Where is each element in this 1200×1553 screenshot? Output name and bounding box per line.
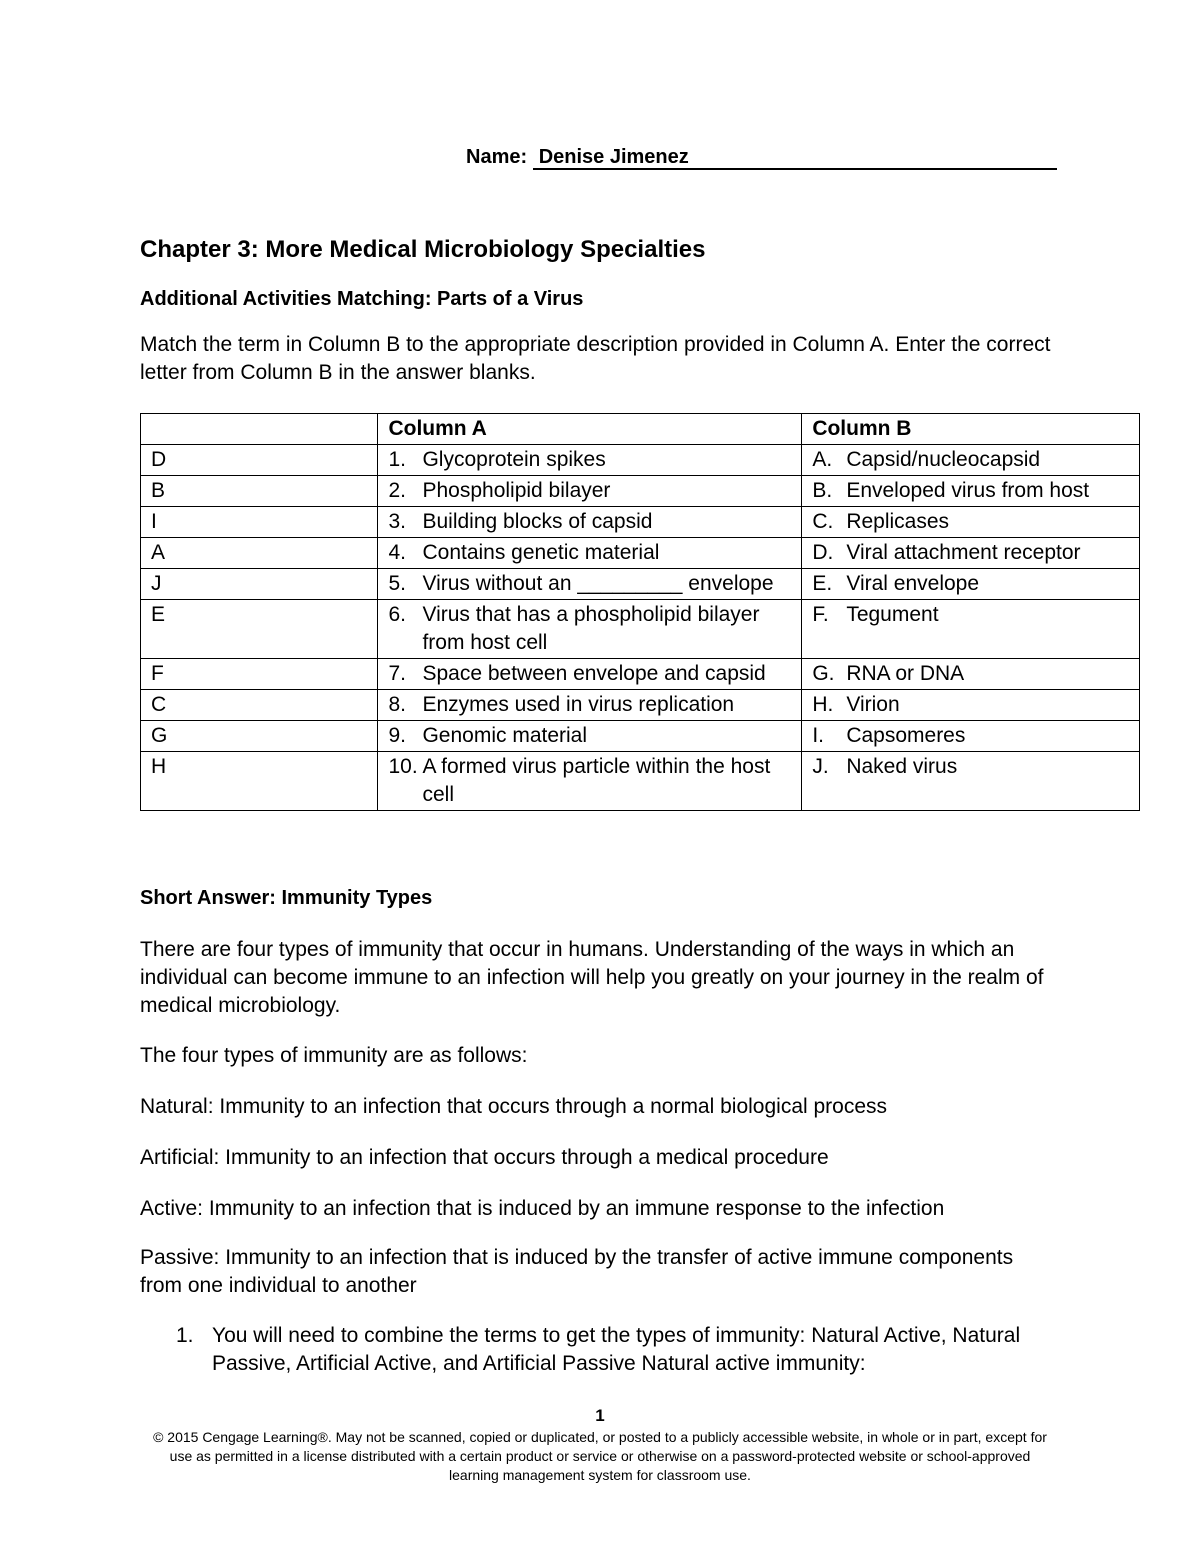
column-a-description: Building blocks of capsid [422,510,653,533]
column-a-cell [378,569,802,600]
column-b-cell [802,721,1140,752]
column-a-cell [378,752,802,811]
question-1-number: 1. [176,1324,194,1347]
column-b-item [812,508,1131,536]
column-b-letter: I. [812,724,824,747]
column-b-term: Tegument [846,603,939,626]
answer-cell: B [141,476,378,507]
column-a-item [388,753,793,809]
answer-header-cell [141,414,378,445]
answer-cell: I [141,507,378,538]
answer-cell: D [141,445,378,476]
column-a-number: 1. [388,448,406,471]
column-b-letter: B. [812,479,833,502]
page-number: 1 [595,1406,605,1425]
column-a-number: 5. [388,572,406,595]
column-a-item [388,660,793,688]
column-b-letter: D. [812,541,834,564]
short-answer-heading: Short Answer: Immunity Types [140,887,433,909]
column-b-cell [802,445,1140,476]
column-b-item [812,570,1131,598]
column-a-cell [378,507,802,538]
column-a-item [388,722,793,750]
column-a-description: Contains genetic material [422,541,660,564]
column-a-cell [378,445,802,476]
matching-heading: Additional Activities Matching: Parts of a Virus [140,288,584,310]
column-a-item [388,508,793,536]
column-b-term: Virion [846,693,900,716]
column-a-description: Virus without an _________ envelope [422,572,774,595]
matching-table [140,413,1140,811]
table-row [141,752,1140,811]
answer-cell: J [141,569,378,600]
table-row [141,721,1140,752]
column-b-item [812,722,1131,750]
column-b-item [812,446,1131,474]
question-1-text: You will need to combine the terms to get the types of immunity: Natural Active, Natural Passive, Artificial Active, and Artificial Passive Natural active immunity: [212,1324,1021,1375]
column-b-cell [802,569,1140,600]
answer-cell: G [141,721,378,752]
column-a-header: Column A [378,414,802,445]
column-b-cell [802,507,1140,538]
name-label: Name: [466,146,528,168]
column-a-description: Genomic material [422,724,588,747]
column-a-cell [378,690,802,721]
column-b-term: Viral envelope [846,572,980,595]
column-a-number: 4. [388,541,406,564]
column-a-number: 3. [388,510,406,533]
column-a-cell [378,538,802,569]
table-row [141,569,1140,600]
column-a-item [388,570,793,598]
chapter-title: Chapter 3: More Medical Microbiology Specialties [140,236,706,263]
column-a-description: Enzymes used in virus replication [422,693,735,716]
table-row [141,476,1140,507]
column-b-term: Enveloped virus from host [846,479,1090,502]
immunity-list-intro: The four types of immunity are as follows: [140,1044,528,1067]
answer-cell: H [141,752,378,811]
name-line [466,146,1057,170]
table-row [141,445,1140,476]
column-b-item [812,753,1131,781]
column-b-header: Column B [802,414,1140,445]
column-a-description: Space between envelope and capsid [422,662,766,685]
column-a-number: 8. [388,693,406,716]
column-b-term: Capsid/nucleocapsid [846,448,1041,471]
column-b-letter: E. [812,572,833,595]
column-b-cell [802,690,1140,721]
column-a-cell [378,721,802,752]
column-a-item [388,446,793,474]
answer-cell: A [141,538,378,569]
column-b-cell [802,476,1140,507]
table-row [141,538,1140,569]
column-a-cell [378,659,802,690]
column-b-term: RNA or DNA [846,662,965,685]
name-value: Denise Jimenez [533,146,1057,170]
column-b-term: Viral attachment receptor [846,541,1081,564]
table-row [141,659,1140,690]
active-definition: Active: Immunity to an infection that is induced by an immune response to the infection [140,1197,945,1220]
artificial-definition: Artificial: Immunity to an infection that occurs through a medical procedure [140,1146,829,1169]
column-a-description: Virus that has a phospholipid bilayer from host cell [422,603,760,654]
column-b-item [812,691,1131,719]
column-a-number: 7. [388,662,406,685]
column-a-number: 9. [388,724,406,747]
column-a-item [388,601,793,657]
column-a-item [388,477,793,505]
column-a-number: 2. [388,479,406,502]
column-a-cell [378,476,802,507]
column-a-description: Phospholipid bilayer [422,479,611,502]
column-b-item [812,539,1131,567]
column-b-term: Capsomeres [846,724,966,747]
column-b-item [812,660,1131,688]
column-b-item [812,601,1131,629]
table-row [141,507,1140,538]
column-b-letter: H. [812,693,834,716]
column-b-letter: G. [812,662,835,685]
column-a-number: 6. [388,603,406,626]
table-row [141,600,1140,659]
passive-definition: Passive: Immunity to an infection that is induced by the transfer of active immune components from one individual to another [140,1246,1014,1297]
column-a-number: 10. [388,755,418,778]
column-b-letter: J. [812,755,829,778]
column-b-letter: A. [812,448,833,471]
column-a-cell [378,600,802,659]
column-b-cell [802,659,1140,690]
column-a-description: A formed virus particle within the host cell [422,755,771,806]
answer-cell: C [141,690,378,721]
natural-definition: Natural: Immunity to an infection that occurs through a normal biological process [140,1095,888,1118]
column-b-letter: C. [812,510,834,533]
column-b-cell [802,752,1140,811]
question-1 [176,1322,1056,1378]
column-a-description: Glycoprotein spikes [422,448,606,471]
column-a-item [388,539,793,567]
answer-cell: E [141,600,378,659]
column-b-cell [802,538,1140,569]
column-b-term: Replicases [846,510,950,533]
table-row [141,690,1140,721]
column-b-term: Naked virus [846,755,958,778]
matching-instructions: Match the term in Column B to the appropriate description provided in Column A. Enter the correct letter from Column B in the answer blanks. [140,333,1051,384]
column-b-letter: F. [812,603,829,626]
column-a-item [388,691,793,719]
copyright-notice: © 2015 Cengage Learning®. May not be scanned, copied or duplicated, or posted to a publicly accessible website, in whole or in part, except for use as permitted in a license distributed with a certain product or service or otherwise on a password-protected website or school-approved learning management system for classroom use. [153,1429,1047,1483]
answer-cell: F [141,659,378,690]
immunity-intro: There are four types of immunity that occur in humans. Understanding of the ways in which an individual can become immune to an infection will help you greatly on your journey in the realm of medical microbiology. [140,938,1044,1017]
column-b-cell [802,600,1140,659]
column-b-item [812,477,1131,505]
table-header-row [141,414,1140,445]
